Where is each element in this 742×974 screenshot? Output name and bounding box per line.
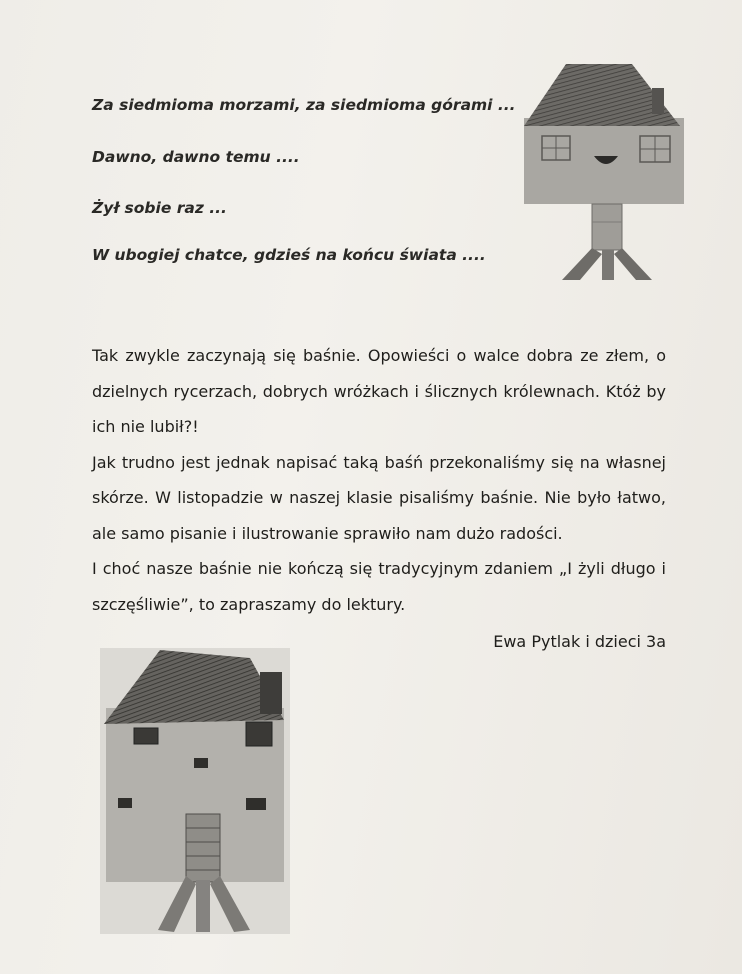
signature: Ewa Pytlak i dzieci 3a (493, 632, 666, 651)
paragraph-1: Tak zwykle zaczynają się baśnie. Opowieści o walce dobra ze złem, o dzielnych rycerzach, dobrych wróżkach i ślicznych królewnach. Któż by ich nie lubił?! (92, 346, 666, 436)
intro-line-2: Dawno, dawno temu .... (92, 148, 300, 166)
body-text (92, 338, 666, 622)
house-on-chicken-leg-drawing-top (522, 60, 688, 282)
house-on-chicken-leg-drawing-bottom (100, 648, 290, 934)
intro-line-1: Za siedmioma morzami, za siedmioma górami ... (92, 96, 516, 114)
paragraph-2: Jak trudno jest jednak napisać taką baśń przekonaliśmy się na własnej skórze. W listopadzie w naszej klasie pisaliśmy baśnie. Nie było łatwo, ale samo pisanie i ilustrowanie sprawiło nam dużo radości. (92, 452, 666, 543)
intro-line-4: W ubogiej chatce, gdzieś na końcu świata .... (92, 246, 486, 264)
paragraph-3: I choć nasze baśnie nie kończą się tradycyjnym zdaniem „I żyli długo i szczęśliwie”, to zapraszamy do lektury. (92, 559, 666, 614)
intro-line-3: Żył sobie raz ... (92, 199, 227, 217)
